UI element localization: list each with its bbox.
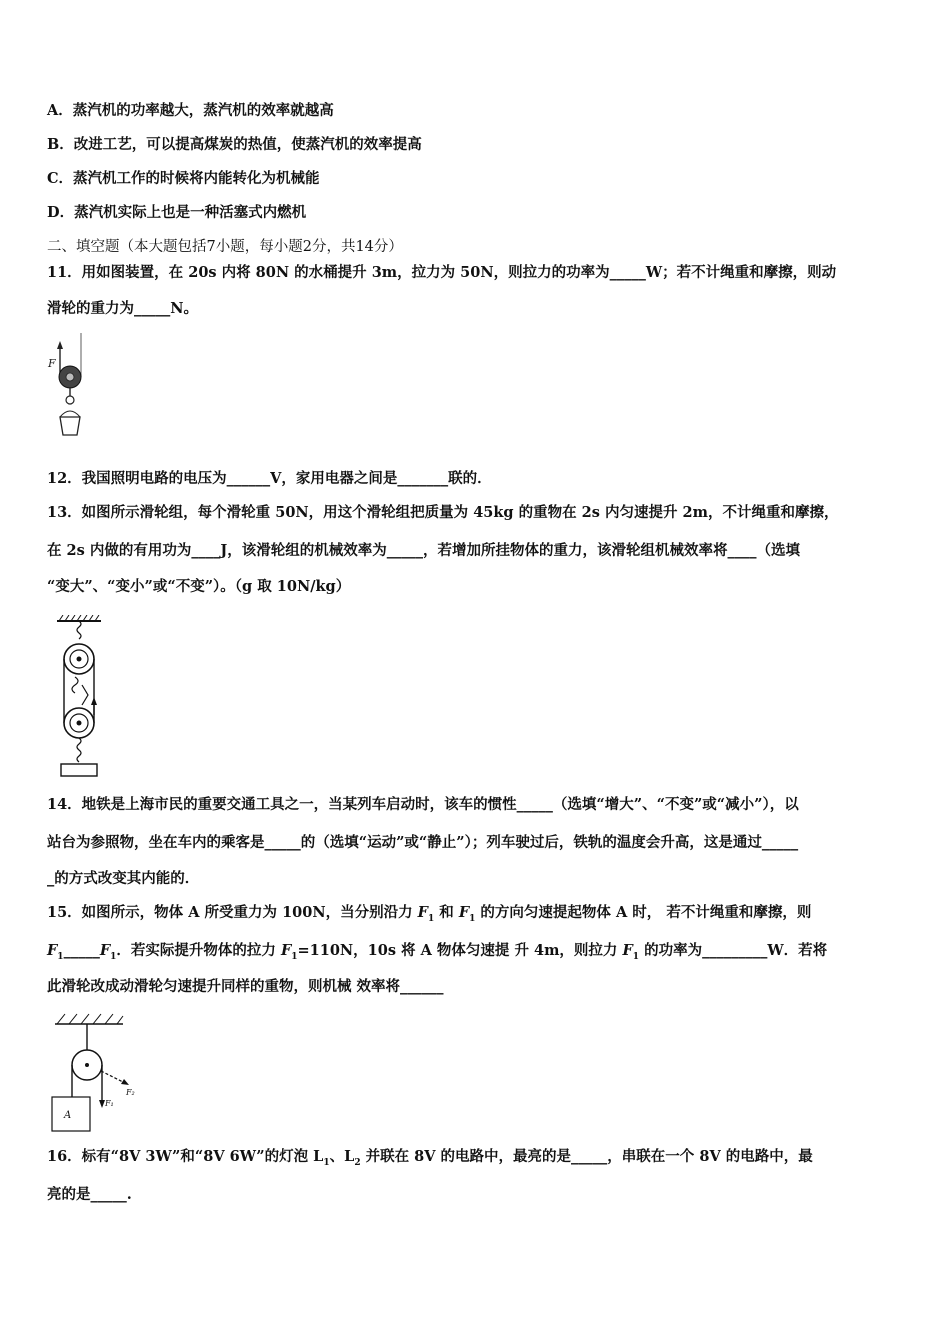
q15-line2: $F_1\_\_\_\_\_F_1$．若实际提升物体的拉力 $F_1=110N$，10s 将 A 物体匀速提 升 4m，则拉力 $F_1$ 的功率为_________W．若将 (47, 942, 828, 962)
q15-f1-label: F₁ (105, 1099, 114, 1108)
q11-line1: 11．用如图装置，在 20s 内将 80N 的水桶提升 3m，拉力为 50N，则拉力的功率为_____W；若不计绳重和摩擦，则动 (47, 264, 837, 281)
q13-line3: “变大”、“变小”或“不变”）。（g 取 10N/kg） (47, 578, 351, 595)
q14-line1: 14．地铁是上海市民的重要交通工具之一，当某列车启动时，该车的惯性_____（选填“增大”、“不变”或“减小”），以 (47, 796, 799, 813)
q13-pulley-block-figure (55, 615, 105, 780)
q15-block-label: A (64, 1110, 72, 1121)
q15-line1: 15．如图所示，物体 A 所受重力为 100N，当分别沿力 $F_1$ 和 $F_1$ 的方向匀速提起物体 A 时， 若不计绳重和摩擦，则 (47, 904, 812, 924)
q11-force-label: F (48, 357, 56, 370)
q11-line2: 滑轮的重力为_____N。 (47, 300, 199, 317)
q16-line2: 亮的是_____. (47, 1186, 132, 1203)
option-b: B．改进工艺，可以提高煤炭的热值，使蒸汽机的效率提高 (47, 136, 422, 153)
section-heading: 二、填空题（本大题包括7小题，每小题2分，共14分） (47, 239, 403, 255)
q13-line2: 在 2s 内做的有用功为____J，该滑轮组的机械效率为_____，若增加所挂物体的重力，该滑轮组机械效率将____（选填 (47, 542, 800, 559)
q14-line2: 站台为参照物，坐在车内的乘客是_____的（选填“运动”或“静止”）；列车驶过后，铁轨的温度会升高，这是通过_____ (47, 834, 799, 851)
q11-pulley-figure (45, 333, 95, 441)
q15-line3: 此滑轮改成动滑轮匀速提升同样的重物，则机械 效率将______ (47, 978, 444, 995)
q16-line1: 16．标有“8V 3W”和“8V 6W”的灯泡 $L_1$、$L_2$ 并联在 8V 的电路中，最亮的是_____，串联在一个 8V 的电路中，最 (47, 1148, 813, 1168)
q13-line1: 13．如图所示滑轮组，每个滑轮重 50N，用这个滑轮组把质量为 45kg 的重物在 2s 内匀速提升 2m，不计绳重和摩擦， (47, 504, 839, 521)
q14-line3: _的方式改变其内能的． (47, 870, 200, 887)
q12-line1: 12．我国照明电路的电压为______V，家用电器之间是_______联的． (47, 470, 492, 487)
option-c: C．蒸汽机工作的时候将内能转化为机械能 (47, 170, 320, 187)
q15-f2-label: F₂ (126, 1088, 135, 1097)
option-d: D．蒸汽机实际上也是一种活塞式内燃机 (47, 204, 307, 221)
option-a: A．蒸汽机的功率越大，蒸汽机的效率就越高 (47, 102, 334, 119)
q15-fixed-pulley-figure (47, 1010, 147, 1136)
